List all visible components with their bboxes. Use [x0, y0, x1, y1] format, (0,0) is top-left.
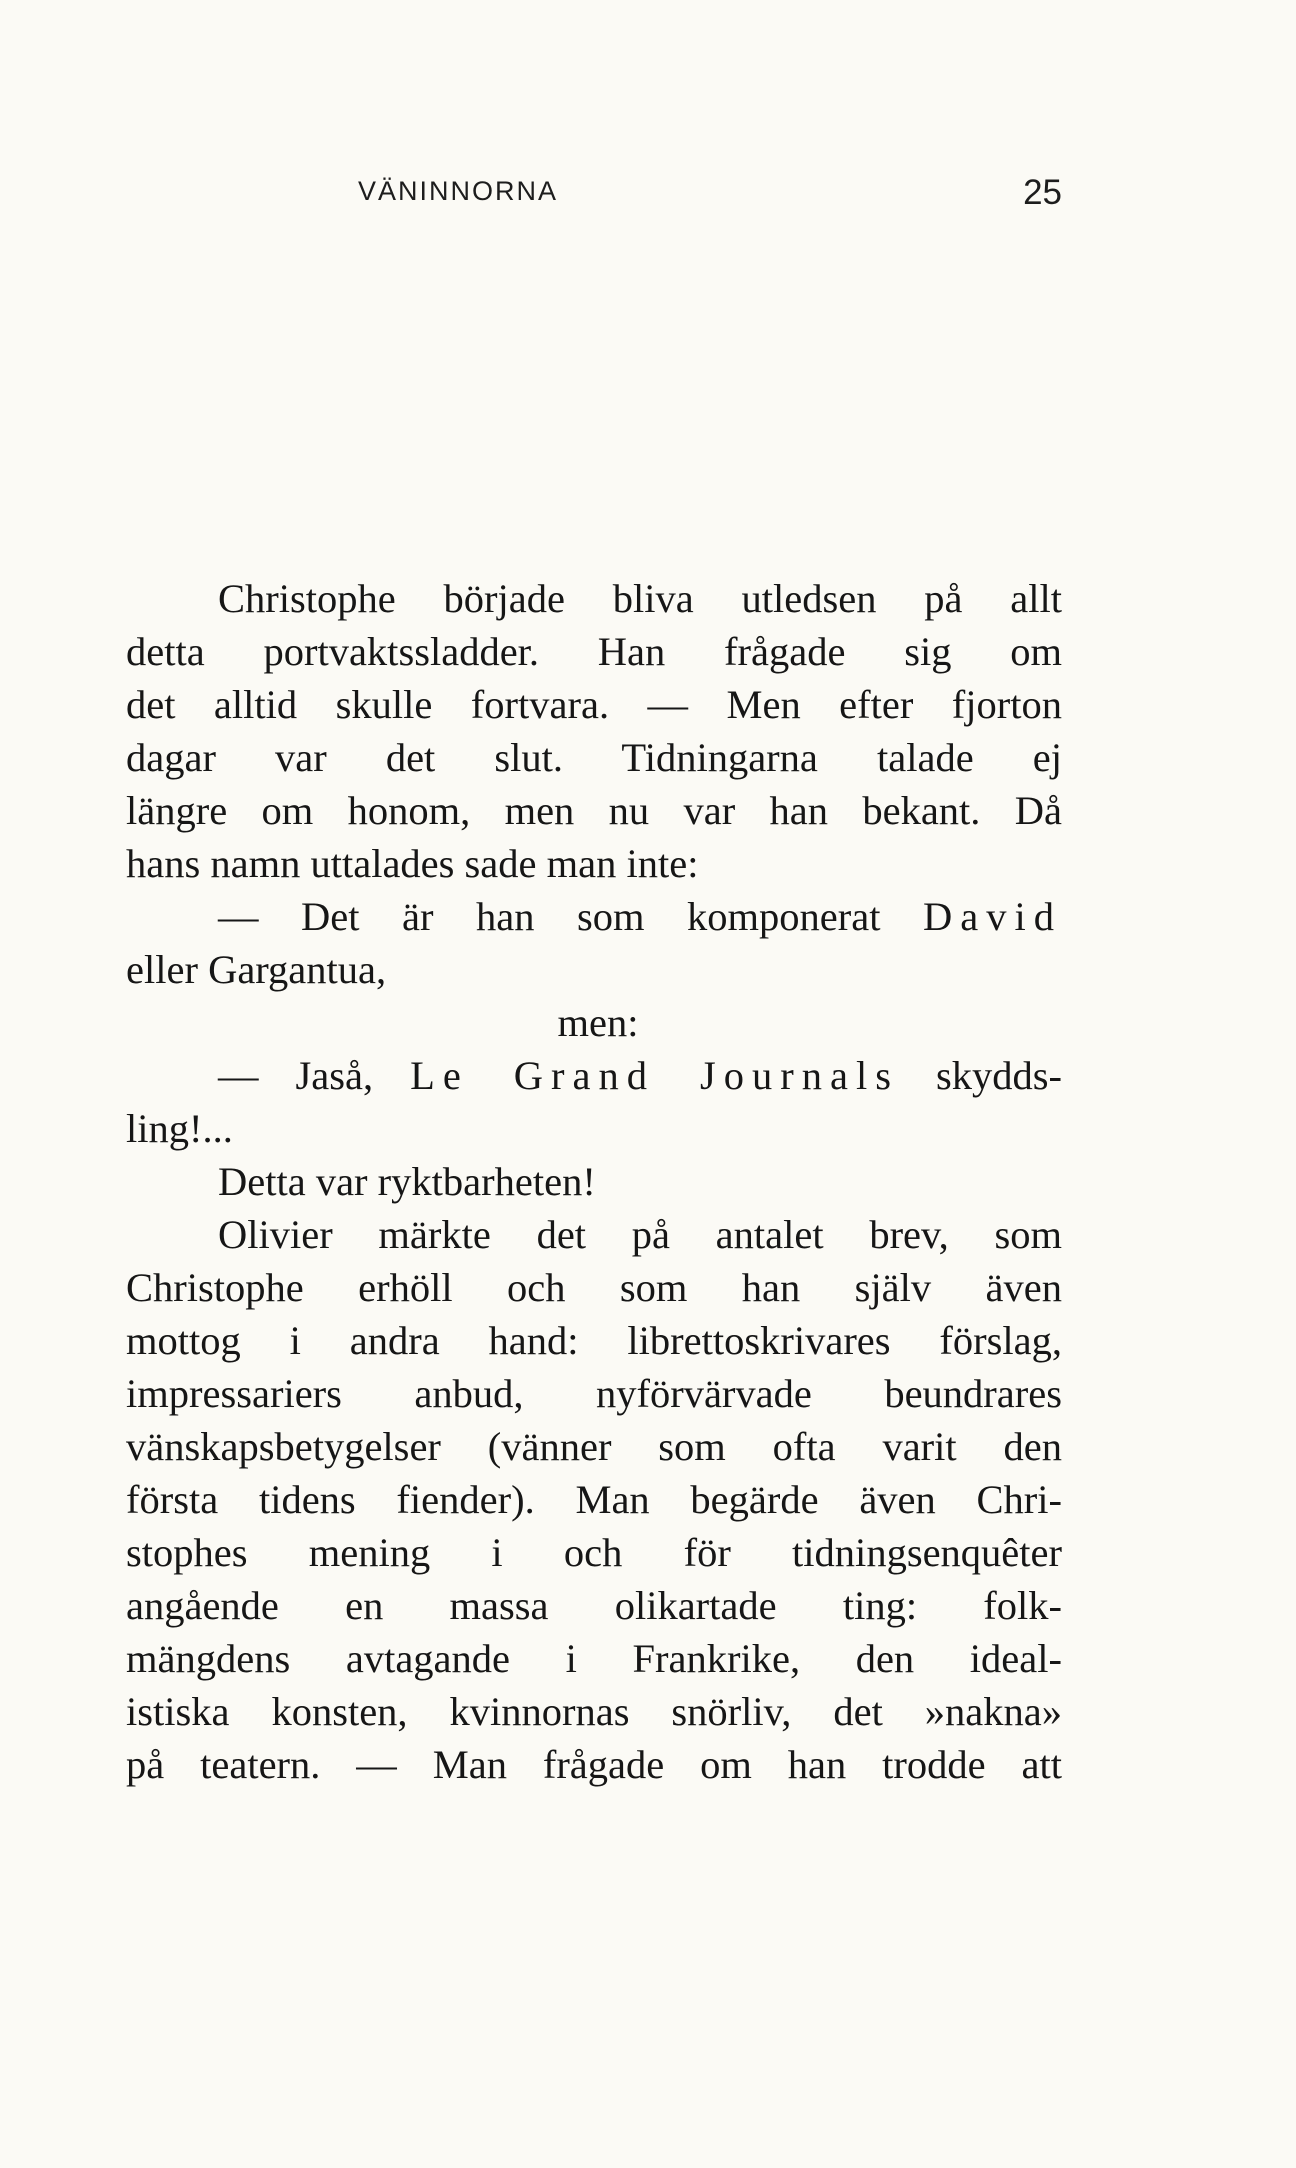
body-text: [126, 572, 1062, 1791]
text-line: istiska konsten, kvinnornas snörliv, det »nakna»: [126, 1689, 1062, 1734]
dialogue-suffix: skydds-: [899, 1053, 1062, 1098]
text-line: eller Gargantua,: [126, 947, 387, 992]
dialogue-line: [126, 1049, 1062, 1102]
text-line: Detta var ryktbarheten!: [218, 1159, 596, 1204]
dialogue-prefix: — Jaså,: [218, 1053, 411, 1098]
text-line: detta portvaktssladder. Han frågade sig om: [126, 629, 1062, 674]
text-line: ling!...: [126, 1106, 233, 1151]
text-line: Christophe erhöll och som han själv även: [126, 1265, 1062, 1310]
text-line: vänskapsbetygelser (vänner som ofta varit den: [126, 1424, 1062, 1469]
text-line: stophes mening i och för tidningsenquêter: [126, 1530, 1062, 1575]
text-line: mängdens avtagande i Frankrike, den ideal-: [126, 1636, 1062, 1681]
text-line: mottog i andra hand: librettoskrivares förslag,: [126, 1318, 1062, 1363]
text-line: på teatern. — Man frågade om han trodde att: [126, 1742, 1062, 1787]
text-line: hans namn uttalades sade man inte:: [126, 841, 699, 886]
text-line: Christophe började bliva utledsen på allt: [218, 576, 1062, 621]
text-line: längre om honom, men nu var han bekant. Då: [126, 788, 1062, 833]
text-line: det alltid skulle fortvara. — Men efter fjorton: [126, 682, 1062, 727]
dialogue-line: [126, 890, 1062, 943]
text-line: dagar var det slut. Tidningarna talade ej: [126, 735, 1062, 780]
text-line: men:: [557, 1000, 639, 1045]
text-line: Olivier märkte det på antalet brev, som: [218, 1212, 1062, 1257]
page-number: 25: [1023, 173, 1062, 212]
running-head-title: VÄNINNORNA: [358, 176, 559, 206]
page-header: [126, 173, 1062, 226]
text-line: första tidens fiender). Man begärde även Chri-: [126, 1477, 1062, 1522]
spaced-title: David: [923, 894, 1062, 939]
dialogue-prefix: — Det är han som komponerat: [218, 894, 924, 939]
text-line: angående en massa olikartade ting: folk-: [126, 1583, 1062, 1628]
text-line: impressariers anbud, nyförvärvade beundrares: [126, 1371, 1062, 1416]
spaced-title: Le Grand Journals: [410, 1053, 899, 1098]
